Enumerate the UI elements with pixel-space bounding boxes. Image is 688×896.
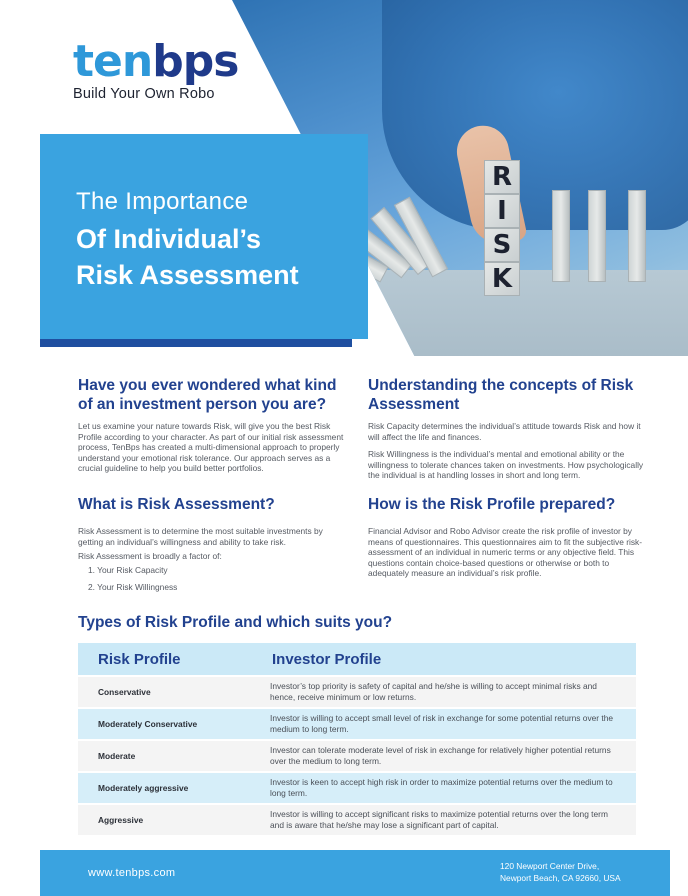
footer-website-link[interactable]: www.tenbps.com <box>88 867 176 879</box>
table-header <box>78 643 636 675</box>
domino-block <box>588 190 606 282</box>
logo-wordmark <box>73 38 238 86</box>
heading-types: Types of Risk Profile and which suits you? <box>78 614 393 631</box>
brand-logo <box>73 38 238 102</box>
footer-address-line-1: 120 Newport Center Drive, <box>500 861 600 871</box>
profile-description: Investor is willing to accept small level of risk in exchange for some potential returns over the medium to long term. <box>270 713 614 734</box>
text-what-is-2: Risk Assessment is broadly a factor of: <box>78 551 222 561</box>
title-line-3: Risk Assessment <box>76 260 299 290</box>
title-line-1: The Importance <box>76 188 249 215</box>
text-concepts-2: Risk Willingness is the individual’s mental and emotional ability or the willingness to tolerate chances taken on investments. How psychologically the individual is at handling losses in short and long term. <box>368 449 644 481</box>
title-underline-stripe <box>40 339 352 347</box>
table-row <box>78 771 636 803</box>
profile-name: Moderately aggressive <box>98 783 189 793</box>
footer-bar <box>40 850 670 896</box>
text-prepared: Financial Advisor and Robo Advisor create the risk profile of investor by means of questionnaires. This questionnaires aim to fit the subjective risk-assessment of an individual in numeric terms or any objective field. This questions contain choice-based questions or otherwise or both to adequately measure an individual’s risk profile. <box>368 526 643 579</box>
text-what-is-1: Risk Assessment is to determine the most suitable investments by getting an individual’s willingness and ability to take risk. <box>78 526 323 547</box>
text-wonder: Let us examine your nature towards Risk, will give you the best Risk Profile according to your character. As part of our initial risk assessment process, TenBps has created a multi-dimensional approach to properly understand your emotional risk tolerance. Our approach serves as a crucial guideline to help you build better portfolios. <box>78 421 344 474</box>
list-item: 2. Your Risk Willingness <box>88 581 178 592</box>
title-banner <box>40 134 368 339</box>
footer-address-line-2: Newport Beach, CA 92660, USA <box>500 873 621 883</box>
table-row <box>78 707 636 739</box>
profile-name: Moderately Conservative <box>98 719 198 729</box>
risk-factor-list <box>88 565 177 598</box>
profile-description: Investor is keen to accept high risk in order to maximize potential returns over the medium to long term. <box>270 777 613 798</box>
logo-ten: ten <box>73 36 153 87</box>
profile-description: Investor can tolerate moderate level of risk in exchange for relatively higher potential returns over the medium to long term. <box>270 745 611 766</box>
risk-profile-table <box>78 643 636 835</box>
profile-description: Investor’s top priority is safety of capital and he/she is willing to accept minimal risks and hence, receive minimum or low returns. <box>270 681 597 702</box>
domino-block <box>628 190 646 282</box>
column-header-risk-profile: Risk Profile <box>98 650 181 668</box>
risk-letter-block: R <box>484 160 520 194</box>
profile-name: Conservative <box>98 687 151 697</box>
heading-wonder: Have you ever wondered what kind of an investment person you are? <box>78 377 337 413</box>
logo-bps: bps <box>152 36 239 87</box>
risk-letter-block: I <box>484 194 520 228</box>
profile-name: Aggressive <box>98 815 144 825</box>
column-header-investor-profile: Investor Profile <box>272 650 382 668</box>
heading-prepared: How is the Risk Profile prepared? <box>368 496 616 513</box>
table-row <box>78 803 636 835</box>
heading-what-is: What is Risk Assessment? <box>78 496 275 513</box>
profile-name: Moderate <box>98 751 136 761</box>
risk-letter-block: S <box>484 228 520 262</box>
heading-concepts: Understanding the concepts of Risk Assessment <box>368 377 634 413</box>
list-item: 1. Your Risk Capacity <box>88 565 168 575</box>
risk-letter-block: K <box>484 262 520 296</box>
table-row <box>78 675 636 707</box>
text-concepts-1: Risk Capacity determines the individual’s attitude towards Risk and how it will affect the life and finances. <box>368 421 641 442</box>
profile-description: Investor is willing to accept significant risks to maximize potential returns over the long term and is aware that he/she may lose a significant part of capital. <box>270 809 608 830</box>
table-row <box>78 739 636 771</box>
domino-block <box>552 190 570 282</box>
logo-tagline: Build Your Own Robo <box>73 86 215 102</box>
title-line-2: Of Individual’s <box>76 224 262 254</box>
